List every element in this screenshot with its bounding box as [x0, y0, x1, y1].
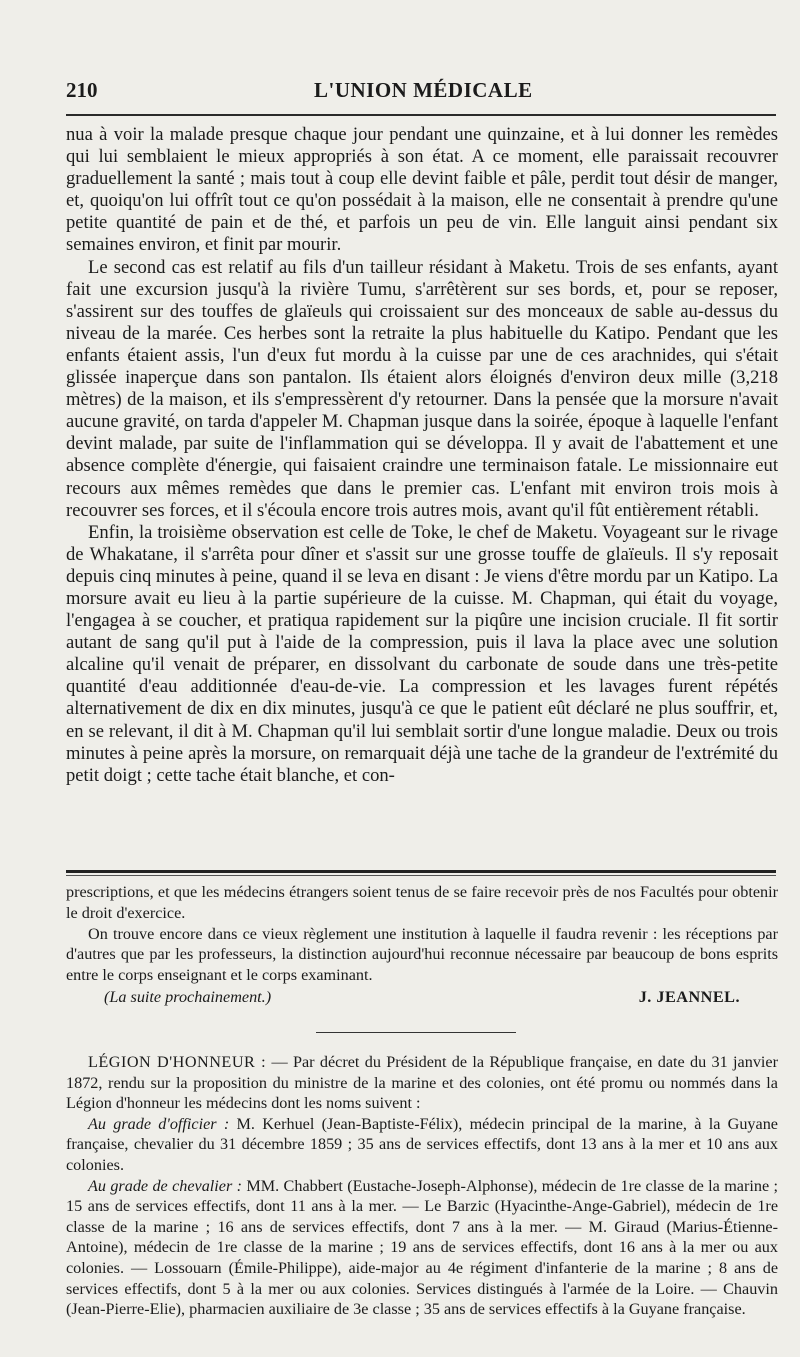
paragraph-3: Enfin, la troisième observation est celle de Toke, le chef de Maketu. Voyageant sur le rivage de Whakatane, il s'arrêta pour dîner et s'assit sur une grosse touffe de glaïeuls. Il s'y reposait depuis cinq minutes à peine, quand il se leva en disant : Je viens d'être mordu par un Katipo. La morsure avait eu lieu à la partie supérieure de la cuisse. M. Chapman, qui était du voyage, l'engagea à se coucher, et pratiqua rapidement sur la piqûre une incision cruciale. Il fit sortir autant de sang qu'il put à l'aide de la compression, puis il lava la place avec une solution alcaline qu'il venait de préparer, en dissolvant du carbonate de soude dans une très-petite quantité d'eau additionnée d'eau-de-vie. La compression et les lavages furent répétés alternativement de dix en dix minutes, jusqu'à ce que le patient eût déclaré ne plus souffrir, et, en se relevant, il dit à M. Chapman qu'il lui semblait sortir d'une longue maladie. Deux ou trois minutes à peine après la morsure, on remarquait déjà une tache de la grandeur de l'extrémité du petit doigt ; cette tache était blanche, et con- — [66, 521, 778, 786]
signature-line — [66, 988, 778, 1012]
header-rule — [66, 114, 776, 116]
page-number: 210 — [66, 78, 98, 102]
footnote-paragraph-1: prescriptions, et que les médecins étrangers soient tenus de se faire recevoir près de nos Facultés pour obtenir le droit d'exercice. — [66, 883, 778, 922]
news-section — [66, 1052, 778, 1320]
footnote-rule — [66, 870, 776, 873]
news-lead-label: LÉGION D'HONNEUR : — [88, 1053, 267, 1071]
paragraph-1: nua à voir la malade presque chaque jour pendant une quinzaine, et à lui donner les remèdes qui lui semblaient le mieux appropriés à son état. A ce moment, elle paraissait recouvrer graduellement la santé ; mais tout à coup elle devint faible et pâle, perdit tout désir de manger, et, quoiqu'on lui offrît tout ce qu'on possédait à la maison, elle ne consentait à prendre qu'une petite quantité de pain et de thé, et parfois un peu de vin. Elle languit ainsi pendant six semaines environ, et finit par mourir. — [66, 124, 778, 256]
footnote-block — [66, 882, 778, 1012]
officer-label: Au grade d'officier : — [88, 1114, 230, 1133]
officer-text: M. Kerhuel (Jean-Baptiste-Félix), médecin principal de la marine, à la Guyane française, chevalier du 31 décembre 1859 ; 35 ans de services effectifs, dont 13 ans à la mer et 10 ans aux colonies. — [66, 1114, 778, 1174]
author-signature: J. JEANNEL. — [638, 987, 740, 1006]
paragraph-2: Le second cas est relatif au fils d'un tailleur résidant à Maketu. Trois de ses enfants, ayant fait une excursion jusqu'à la rivière Tumu, s'arrêtèrent sur ses bords, et, pour se reposer, s'assirent sur des touffes de glaïeuls qui croissaient sur des monceaux de sable au-dessus du niveau de la marée. Ces herbes sont la retraite la plus habituelle du Katipo. Pendant que les enfants étaient assis, l'un d'eux fut mordu à la cuisse par une de ces arachnides, qui s'était glissée inaperçue dans son pantalon. Ils étaient alors éloignés d'environ deux mille (3,218 mètres) de la maison, et ils s'empressèrent d'y retourner. Dans la pensée que la morsure n'avait aucune gravité, on tarda d'appeler M. Chapman jusque dans la soirée, époque à laquelle l'enfant devint malade, par suite de l'inflammation qui se développa. Il y avait de l'abattement et une absence complète d'énergie, qui faisaient craindre une terminaison fatale. Le missionnaire eut recours aux mêmes remèdes que dans le premier cas. L'enfant mit environ trois mois à recouvrer ses forces, et il s'écoula encore trois autres mois, avant qu'il fût entièrement rétabli. — [66, 256, 778, 521]
news-knight — [66, 1176, 778, 1320]
running-title: L'UNION MÉDICALE — [314, 78, 533, 102]
news-lead — [66, 1052, 778, 1114]
page-header — [66, 78, 776, 108]
main-text — [66, 124, 778, 787]
section-rule — [316, 1032, 516, 1033]
knight-text: MM. Chabbert (Eustache-Joseph-Alphonse), médecin de 1re classe de la marine ; 15 ans de services effectifs, dont 11 ans à la mer. — Le Barzic (Hyacinthe-Ange-Gabriel), médecin de 1re classe de la marine ; 16 ans de services effectifs, dont 7 ans à la mer. — M. Giraud (Marius-Étienne-Antoine), médecin de 1re classe de la marine ; 19 ans de services effectifs, dont 16 ans à la mer ou aux colonies. — Lossouarn (Émile-Philippe), aide-major au 4e régiment d'infanterie de la marine ; 8 ans de services effectifs, dont 5 à la mer ou aux colonies. Services distingués à l'armée de la Loire. — Chauvin (Jean-Pierre-Elie), pharmacien auxiliaire de 3e classe ; 35 ans de services effectifs à la Guyane française. — [66, 1176, 778, 1319]
knight-label: Au grade de chevalier : — [88, 1176, 243, 1195]
news-officer — [66, 1114, 778, 1176]
continuation-note: (La suite prochainement.) — [104, 987, 272, 1006]
news-lead-text: — Par décret du Président de la République française, en date du 31 janvier 1872, rendu sur la proposition du ministre de la marine et des colonies, ont été promu ou nommés dans la Légion d'honneur les médecins dont les noms suivent : — [66, 1053, 778, 1113]
footnote-paragraph-2: On trouve encore dans ce vieux règlement une institution à laquelle il faudra revenir : les réceptions par d'autres que par les professeurs, la distinction aujourd'hui reconnue nécessaire par beaucoup de bons esprits entre le corps enseignant et le corps examinant. — [66, 924, 778, 985]
footnote-rule-thin — [66, 875, 776, 876]
